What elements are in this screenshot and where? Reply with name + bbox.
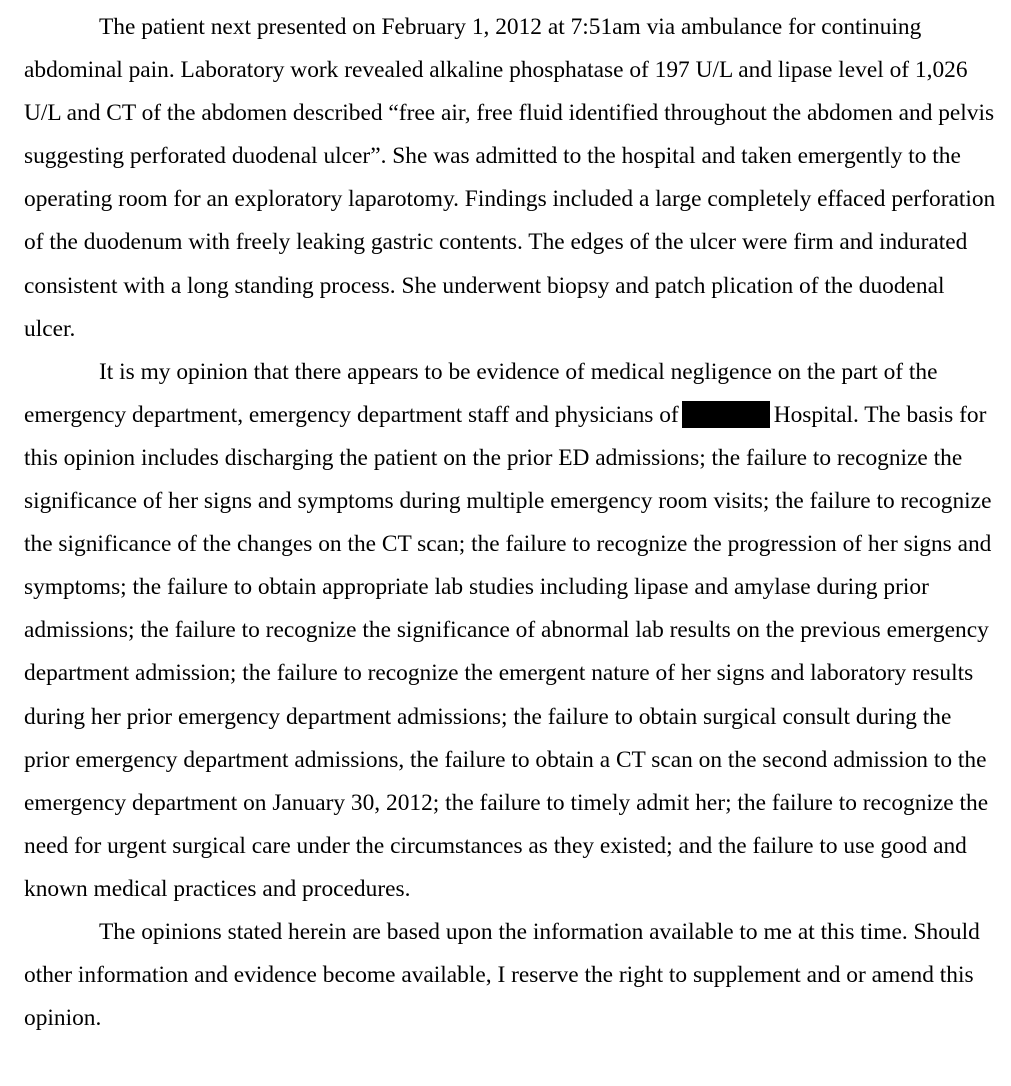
redaction-block [682,401,770,428]
paragraph-patient-presentation: The patient next presented on February 1, 2012 at 7:51am via ambulance for continuing abdominal pain. Laboratory work revealed alkaline phosphatase of 197 U/L and lipase level of 1,026 U/L and CT of the abdomen described “free air, free fluid identified throughout the abdomen and pelvis suggesting perforated duodenal ulcer”. She was admitted to the hospital and taken emergently to the operating room for an exploratory laparotomy. Findings included a large completely effaced perforation of the duodenum with freely leaking gastric contents. The edges of the ulcer were firm and indurated consistent with a long standing process. She underwent biopsy and patch plication of the duodenal ulcer. [24,14,996,342]
opinion-text-start: It is my opinion that there appears to be evidence of medical negligence on the part of the emergency department, emergency department staff and physicians of [24,358,938,428]
paragraph-negligence-opinion [24,351,999,911]
opinion-text-end: Hospital. The basis for this opinion includes discharging the patient on the prior ED admissions; the failure to recognize the significance of her signs and symptoms during multiple emergency room visits; the failure to recognize the significance of the changes on the CT scan; the failure to recognize the progression of her signs and symptoms; the failure to obtain appropriate lab studies including lipase and amylase during prior admissions; the failure to recognize the significance of abnormal lab results on the previous emergency department admission; the failure to recognize the emergent nature of her signs and laboratory results during her prior emergency department admissions; the failure to obtain surgical consult during the prior emergency department admissions, the failure to obtain a CT scan on the second admission to the emergency department on January 30, 2012; the failure to timely admit her; the failure to recognize the need for urgent surgical care under the circumstances as they existed; and the failure to use good and known medical practices and procedures. [24,401,992,902]
document-page [24,6,999,1040]
paragraph-closing-statement: The opinions stated herein are based upon the information available to me at this time. Should other information and evidence become available, I reserve the right to supplement and or amend this opinion. [24,918,980,1032]
